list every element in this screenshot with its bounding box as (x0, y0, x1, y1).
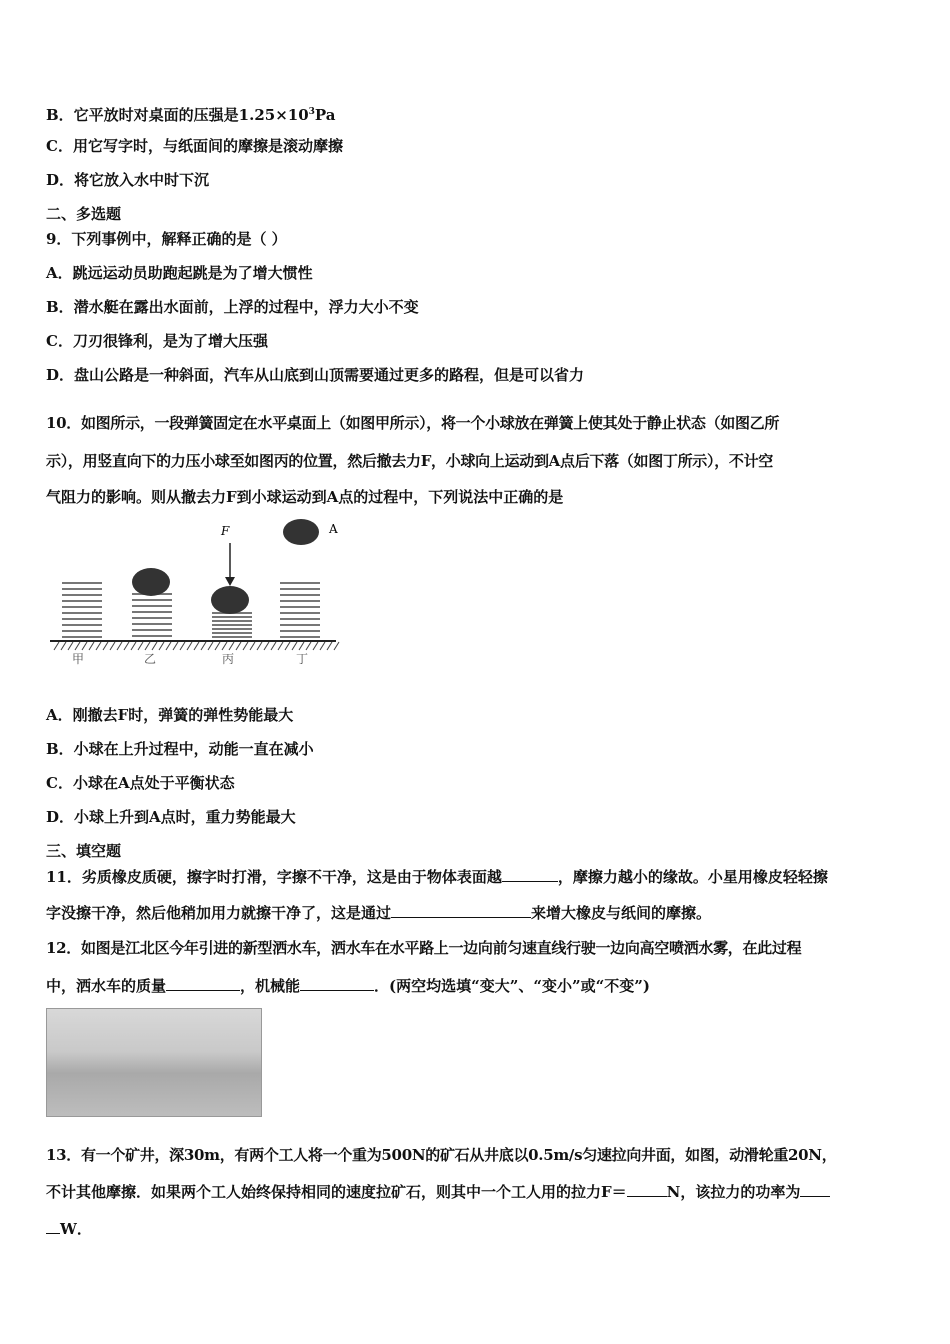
answer-blank[interactable] (300, 976, 374, 991)
q12-line-1: 12．如图是江北区今年引进的新型洒水车，洒水车在水平路上一边向前匀速直线行驶一边向高空喷洒水雾，在此过程 (46, 939, 802, 957)
q8-option-c: C．用它写字时，与纸面间的摩擦是滚动摩擦 (46, 137, 343, 155)
q8-option-d: D．将它放入水中时下沉 (46, 171, 210, 189)
ground-hatch (250, 642, 255, 650)
answer-blank[interactable] (502, 867, 558, 882)
ground-hatch (124, 642, 129, 650)
q11-line-1: 11．劣质橡皮质硬，擦字时打滑，字擦不干净，这是由于物体表面越 ，摩擦力越小的缘故。小星用橡皮轻轻擦 (46, 868, 828, 886)
q9-option-d: D．盘山公路是一种斜面，汽车从山底到山顶需要通过更多的路程，但是可以省力 (46, 366, 585, 384)
label-yi: 乙 (144, 652, 157, 665)
ground-hatch (299, 642, 304, 650)
q10-stem-1: 10．如图所示，一段弹簧固定在水平桌面上（如图甲所示），将一个小球放在弹簧上使其处于静止状态（如图乙所 (46, 414, 780, 432)
ground-hatch (222, 642, 227, 650)
spring-bing (212, 613, 252, 637)
ground-hatch (208, 642, 213, 650)
sprinkler-truck-photo (46, 1008, 262, 1117)
label-jia: 甲 (72, 652, 85, 665)
label-ding: 丁 (296, 652, 309, 665)
ground-hatch (159, 642, 164, 650)
ground-hatch (194, 642, 199, 650)
ground-hatch (103, 642, 108, 650)
ground-hatch (61, 642, 66, 650)
ground-hatch (82, 642, 87, 650)
spring-jia (62, 583, 102, 637)
answer-blank[interactable] (46, 1219, 60, 1234)
ground-hatch (236, 642, 241, 650)
q10-option-b: B．小球在上升过程中，动能一直在减小 (46, 740, 314, 758)
ground-hatch (145, 642, 150, 650)
ground-hatch (75, 642, 80, 650)
answer-blank[interactable] (391, 903, 531, 918)
ground-hatch (271, 642, 276, 650)
q10-option-a: A．刚撤去F时，弹簧的弹性势能最大 (46, 706, 294, 724)
ground-hatch (68, 642, 73, 650)
ground-hatch (264, 642, 269, 650)
q11-line-2: 字没擦干净，然后他稍加用力就擦干净了，这是通过 来增大橡皮与纸间的摩擦。 (46, 904, 712, 922)
answer-blank[interactable] (166, 976, 240, 991)
ground-hatch (257, 642, 262, 650)
answer-blank[interactable] (627, 1182, 667, 1197)
ground-hatch (187, 642, 192, 650)
q12-line-2: 中，洒水车的质量 ，机械能 ．(两空均选填“变大”、“变小”或“不变”) (46, 977, 650, 995)
ground-hatch (180, 642, 185, 650)
q10-option-c: C．小球在A点处于平衡状态 (46, 774, 235, 792)
ground-hatch (285, 642, 290, 650)
ground-hatch (173, 642, 178, 650)
ground-hatch (110, 642, 115, 650)
ground-hatch (215, 642, 220, 650)
q9-option-a: A．跳远运动员助跑起跳是为了增大惯性 (46, 264, 313, 282)
point-a-label: A (329, 522, 338, 536)
q9-option-c: C．刀刃很锋利，是为了增大压强 (46, 332, 268, 350)
ground-hatch (89, 642, 94, 650)
ground-hatch (320, 642, 325, 650)
ground-hatch (243, 642, 248, 650)
ground-hatch (54, 642, 59, 650)
q13-line-2: 不计其他摩擦．如果两个工人始终保持相同的速度拉矿石，则其中一个工人用的拉力F＝ N，该拉力的功率为 (46, 1182, 830, 1202)
spring-yi (132, 594, 172, 636)
ball-yi (132, 568, 170, 596)
q13-line-3: W． (46, 1219, 92, 1239)
ball-a (283, 519, 319, 545)
section-2-heading: 二、多选题 (46, 205, 122, 223)
answer-blank[interactable] (800, 1182, 830, 1197)
q10-stem-3: 气阻力的影响。则从撤去力F到小球运动到A点的过程中，下列说法中正确的是 (46, 488, 564, 506)
q8-option-b: B．它平放时对桌面的压强是$1.25\times 10^3Pa$ (46, 106, 336, 124)
ground-hatch (166, 642, 171, 650)
q9-option-b: B．潜水艇在露出水面前，上浮的过程中，浮力大小不变 (46, 298, 419, 316)
q10-stem-2: 示），用竖直向下的力压小球至如图丙的位置，然后撤去力F，小球向上运动到A点后下落（如图丁所示），不计空 (46, 452, 773, 470)
spring-ball-figure (44, 515, 344, 665)
ground-hatch (334, 642, 339, 650)
label-bing: 丙 (222, 652, 235, 665)
ground-hatch (131, 642, 136, 650)
section-3-heading: 三、填空题 (46, 842, 122, 860)
ground-hatch (229, 642, 234, 650)
ground-hatch (278, 642, 283, 650)
ground-hatch (313, 642, 318, 650)
ground-hatch (327, 642, 332, 650)
q9-stem: 9．下列事例中，解释正确的是（ ） (46, 230, 287, 248)
ground-hatch (117, 642, 122, 650)
force-label: F (221, 524, 230, 538)
q10-option-d: D．小球上升到A点时，重力势能最大 (46, 808, 296, 826)
ball-bing (211, 586, 249, 614)
ground-hatch (138, 642, 143, 650)
ground-hatch (306, 642, 311, 650)
ground-hatch (201, 642, 206, 650)
ground-hatch (96, 642, 101, 650)
ground-hatch (152, 642, 157, 650)
q13-line-1: 13．有一个矿井，深30m，有两个工人将一个重为500N的矿石从井底以0.5m/s匀速拉向井面，如图，动滑轮重20N， (46, 1146, 837, 1164)
spring-ding (280, 583, 320, 637)
ground-hatch (292, 642, 297, 650)
